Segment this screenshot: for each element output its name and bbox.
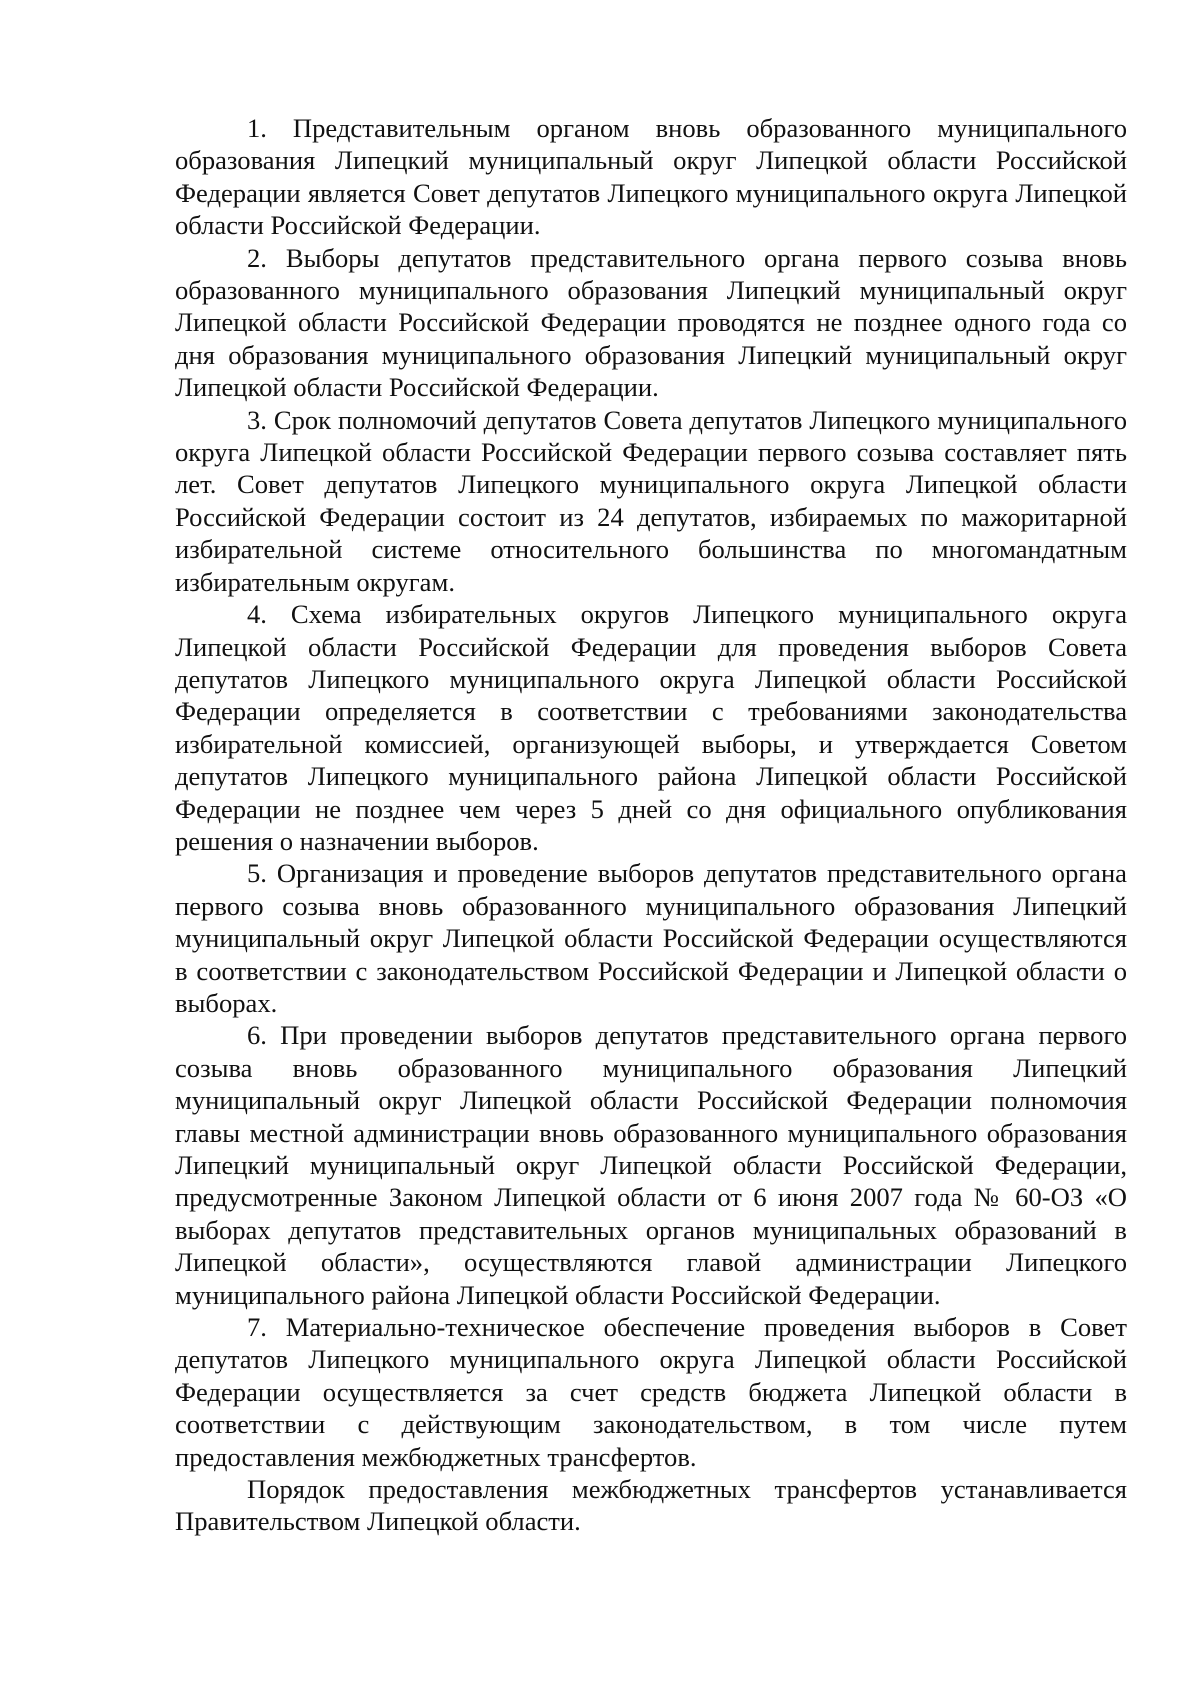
paragraph-2: 2. Выборы депутатов представительного органа первого созыва вновь образованного муниципального образования Липецкий муниципальный округ Липецкой области Российской Федерации проводятся не позднее одного года со дня образования муниципального образования Липецкий муниципальный округ Липецкой области Российской Федерации. xyxy=(175,242,1127,403)
paragraph-3: 3. Срок полномочий депутатов Совета депутатов Липецкого муниципального округа Липецкой области Российской Федерации первого созыва составляет пять лет. Совет депутатов Липецкого муниципального округа Липецкой области Российской Федерации состоит из 24 депутатов, избираемых по мажоритарной избирательной системе относительного большинства по многомандатным избирательным округам. xyxy=(175,404,1127,597)
paragraph-8: Порядок предоставления межбюджетных трансфертов устанавливается Правительством Липецкой области. xyxy=(175,1474,1127,1537)
paragraph-5: 5. Организация и проведение выборов депутатов представительного органа первого созыва вновь образованного муниципального образования Липецкий муниципальный округ Липецкой области Российской Федерации осуществляются в соответствии с законодательством Российской Федерации и Липецкой области о выборах. xyxy=(175,858,1127,1018)
paragraph-7: 7. Материально-техническое обеспечение проведения выборов в Совет депутатов Липецкого муниципального округа Липецкой области Российской Федерации осуществляется за счет средств бюджета Липецкой области в соответствии с действующим законодательством, в том числе путем предоставления межбюджетных трансфертов. xyxy=(175,1312,1127,1472)
paragraph-4: 4. Схема избирательных округов Липецкого муниципального округа Липецкой области Российской Федерации для проведения выборов Совета депутатов Липецкого муниципального округа Липецкой области Российской Федерации определяется в соответствии с требованиями законодательства избирательной комиссией, организующей выборы, и утверждается Советом депутатов Липецкого муниципального района Липецкой области Российской Федерации не позднее чем через 5 дней со дня официального опубликования решения о назначении выборов. xyxy=(175,599,1127,856)
document-page xyxy=(175,112,1127,1538)
paragraph-6: 6. При проведении выборов депутатов представительного органа первого созыва вновь образованного муниципального образования Липецкий муниципальный округ Липецкой области Российской Федерации полномочия главы местной администрации вновь образованного муниципального образования Липецкий муниципальный округ Липецкой области Российской Федерации, предусмотренные Законом Липецкой области от 6 июня 2007 года № 60-ОЗ «О выборах депутатов представительных органов муниципальных образований в Липецкой области», осуществляются главой администрации Липецкого муниципального района Липецкой области Российской Федерации. xyxy=(175,1020,1127,1310)
paragraph-1: 1. Представительным органом вновь образованного муниципального образования Липецкий муниципальный округ Липецкой области Российской Федерации является Совет депутатов Липецкого муниципального округа Липецкой области Российской Федерации. xyxy=(175,113,1127,241)
